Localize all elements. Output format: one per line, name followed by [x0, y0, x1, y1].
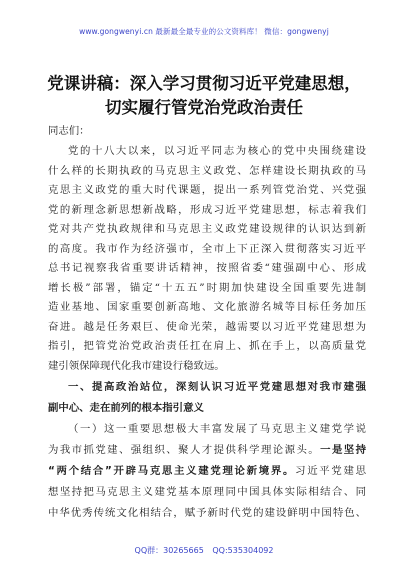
paragraph-2-line: 想坚持把马克思主义建党基本原理同中国具体实际相结合、同: [48, 486, 366, 498]
bold-point: “两个结合”开辟马克思主义建党理论新境界。: [48, 465, 296, 477]
page-header: www.gongwenyi.cn 最新最全最专业的公文资料库！ 微信：gongwenyj: [79, 27, 329, 36]
paragraph-2-text: 习近平党建思: [295, 465, 366, 477]
paragraph-1-line: 克思主义政党的重大时代课题，提出一系列管党治党、兴党强: [48, 184, 366, 196]
paragraph-2-line: 中华优秀传统文化相结合，赋予新时代党的建设鲜明中国特色、: [48, 507, 366, 519]
paragraph-1-line: 建引领保障现代化我市建设行稳致远。: [48, 359, 225, 372]
paragraph-1-line: 奋进。越是任务艰巨、使命光荣，越需要以习近平党建思想为: [48, 320, 366, 333]
paragraph-1-line: 党的新理念新思想新战略，形成习近平党建思想，标志着我们: [48, 203, 366, 216]
paragraph-2-line-2: [48, 440, 366, 461]
paragraph-1-line: 的高度。我市作为经济强市，全市上下正深入贯彻落实习近平: [48, 242, 366, 255]
qq-number: QQ:535304092: [212, 546, 274, 555]
paragraph-1-line: 党对共产党执政规律和马克思主义政党建设规律的认识达到新: [48, 223, 366, 235]
paragraph-1-line: 什么样的长期执政的马克思主义政党、怎样建设长期执政的马: [48, 164, 366, 177]
paragraph-2-text: （一）这一重要思想极大丰富发展了马克思主义建党学说: [68, 423, 366, 435]
paragraph-1-line: 造业基地、国家重要创新高地、文化旅游名城等目标任务加压: [48, 301, 366, 313]
qq-group: QQ群：30265665: [134, 546, 204, 555]
document-title-line-2: 切实履行管党治党政治责任: [105, 98, 303, 117]
paragraph-2-text: 为我市抓党建、强组织、聚人才提供科学理论源头。: [48, 444, 321, 456]
paragraph-1-line: 增长极”部署，锚定“十五五”时期加快建设全国重要先进制: [48, 281, 366, 294]
paragraph-1-line: 总书记视察我省重要讲话精神，按照省委“建强副中心、形成: [48, 262, 366, 274]
page-footer: [0, 545, 408, 556]
section-heading-line-2: 副中心、走在前列的根本指引意义: [48, 402, 204, 414]
paragraph-1-line: 党的十八大以来，以习近平同志为核心的党中央围绕建设: [68, 145, 366, 157]
paragraph-1-line: 指引，把管党治党政治责任扛在肩上、抓在手上，以高质量党: [48, 340, 366, 352]
document-title-line-1: 党课讲稿：深入学习贯彻习近平党建思想，: [47, 74, 361, 93]
salutation: 同志们：: [48, 125, 90, 137]
section-heading-line-1: 一、提高政治站位，深刻认识习近平党建思想对我市建强: [68, 381, 366, 393]
paragraph-2-line-1: [68, 419, 366, 440]
paragraph-2-line-3: [48, 461, 366, 482]
bold-point: 一是坚持: [320, 444, 366, 456]
